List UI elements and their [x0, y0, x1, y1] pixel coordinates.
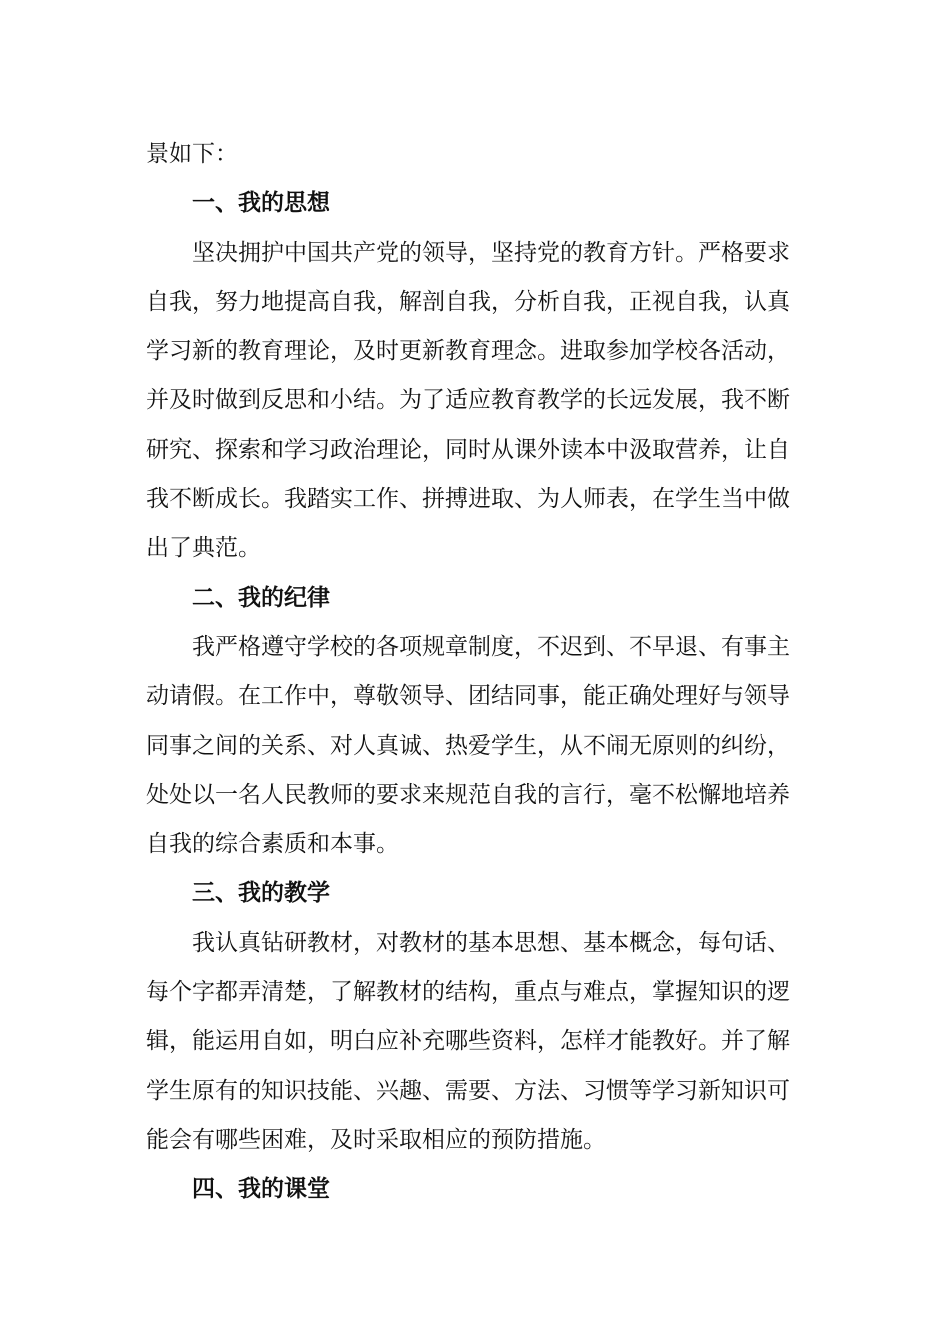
section-heading-teaching: 三、我的教学 [192, 880, 330, 907]
document-body [146, 130, 794, 1215]
section-heading-classroom: 四、我的课堂 [192, 1176, 330, 1203]
section-heading-thought: 一、我的思想 [192, 190, 330, 217]
section-body-teaching: 我认真钻研教材，对教材的基本思想、基本概念，每句话、每个字都弄清楚，了解教材的结构，重点与难点，掌握知识的逻辑，能运用自如，明白应补充哪些资料，怎样才能教好。并了解学生原有的知识技能、兴趣、需要、方法、习惯等学习新知识可能会有哪些困难，及时采取相应的预防措施。 [146, 929, 790, 1153]
intro-text: 景如下： [146, 141, 238, 167]
section-heading-discipline: 二、我的纪律 [192, 584, 330, 611]
section-body-thought: 坚决拥护中国共产党的领导，坚持党的教育方针。严格要求自我，努力地提高自我，解剖自我，分析自我，正视自我，认真学习新的教育理论，及时更新教育理念。进取参加学校各活动，并及时做到反思和小结。为了适应教育教学的长远发展，我不断研究、探索和学习政治理论，同时从课外读本中汲取营养，让自我不断成长。我踏实工作、拼搏进取、为人师表，在学生当中做出了典范。 [146, 239, 790, 562]
section-body-discipline: 我严格遵守学校的各项规章制度，不迟到、不早退、有事主动请假。在工作中，尊敬领导、团结同事，能正确处理好与领导同事之间的关系、对人真诚、热爱学生，从不闹无原则的纠纷，处处以一名人民教师的要求来规范自我的言行，毫不松懈地培养自我的综合素质和本事。 [146, 633, 790, 858]
